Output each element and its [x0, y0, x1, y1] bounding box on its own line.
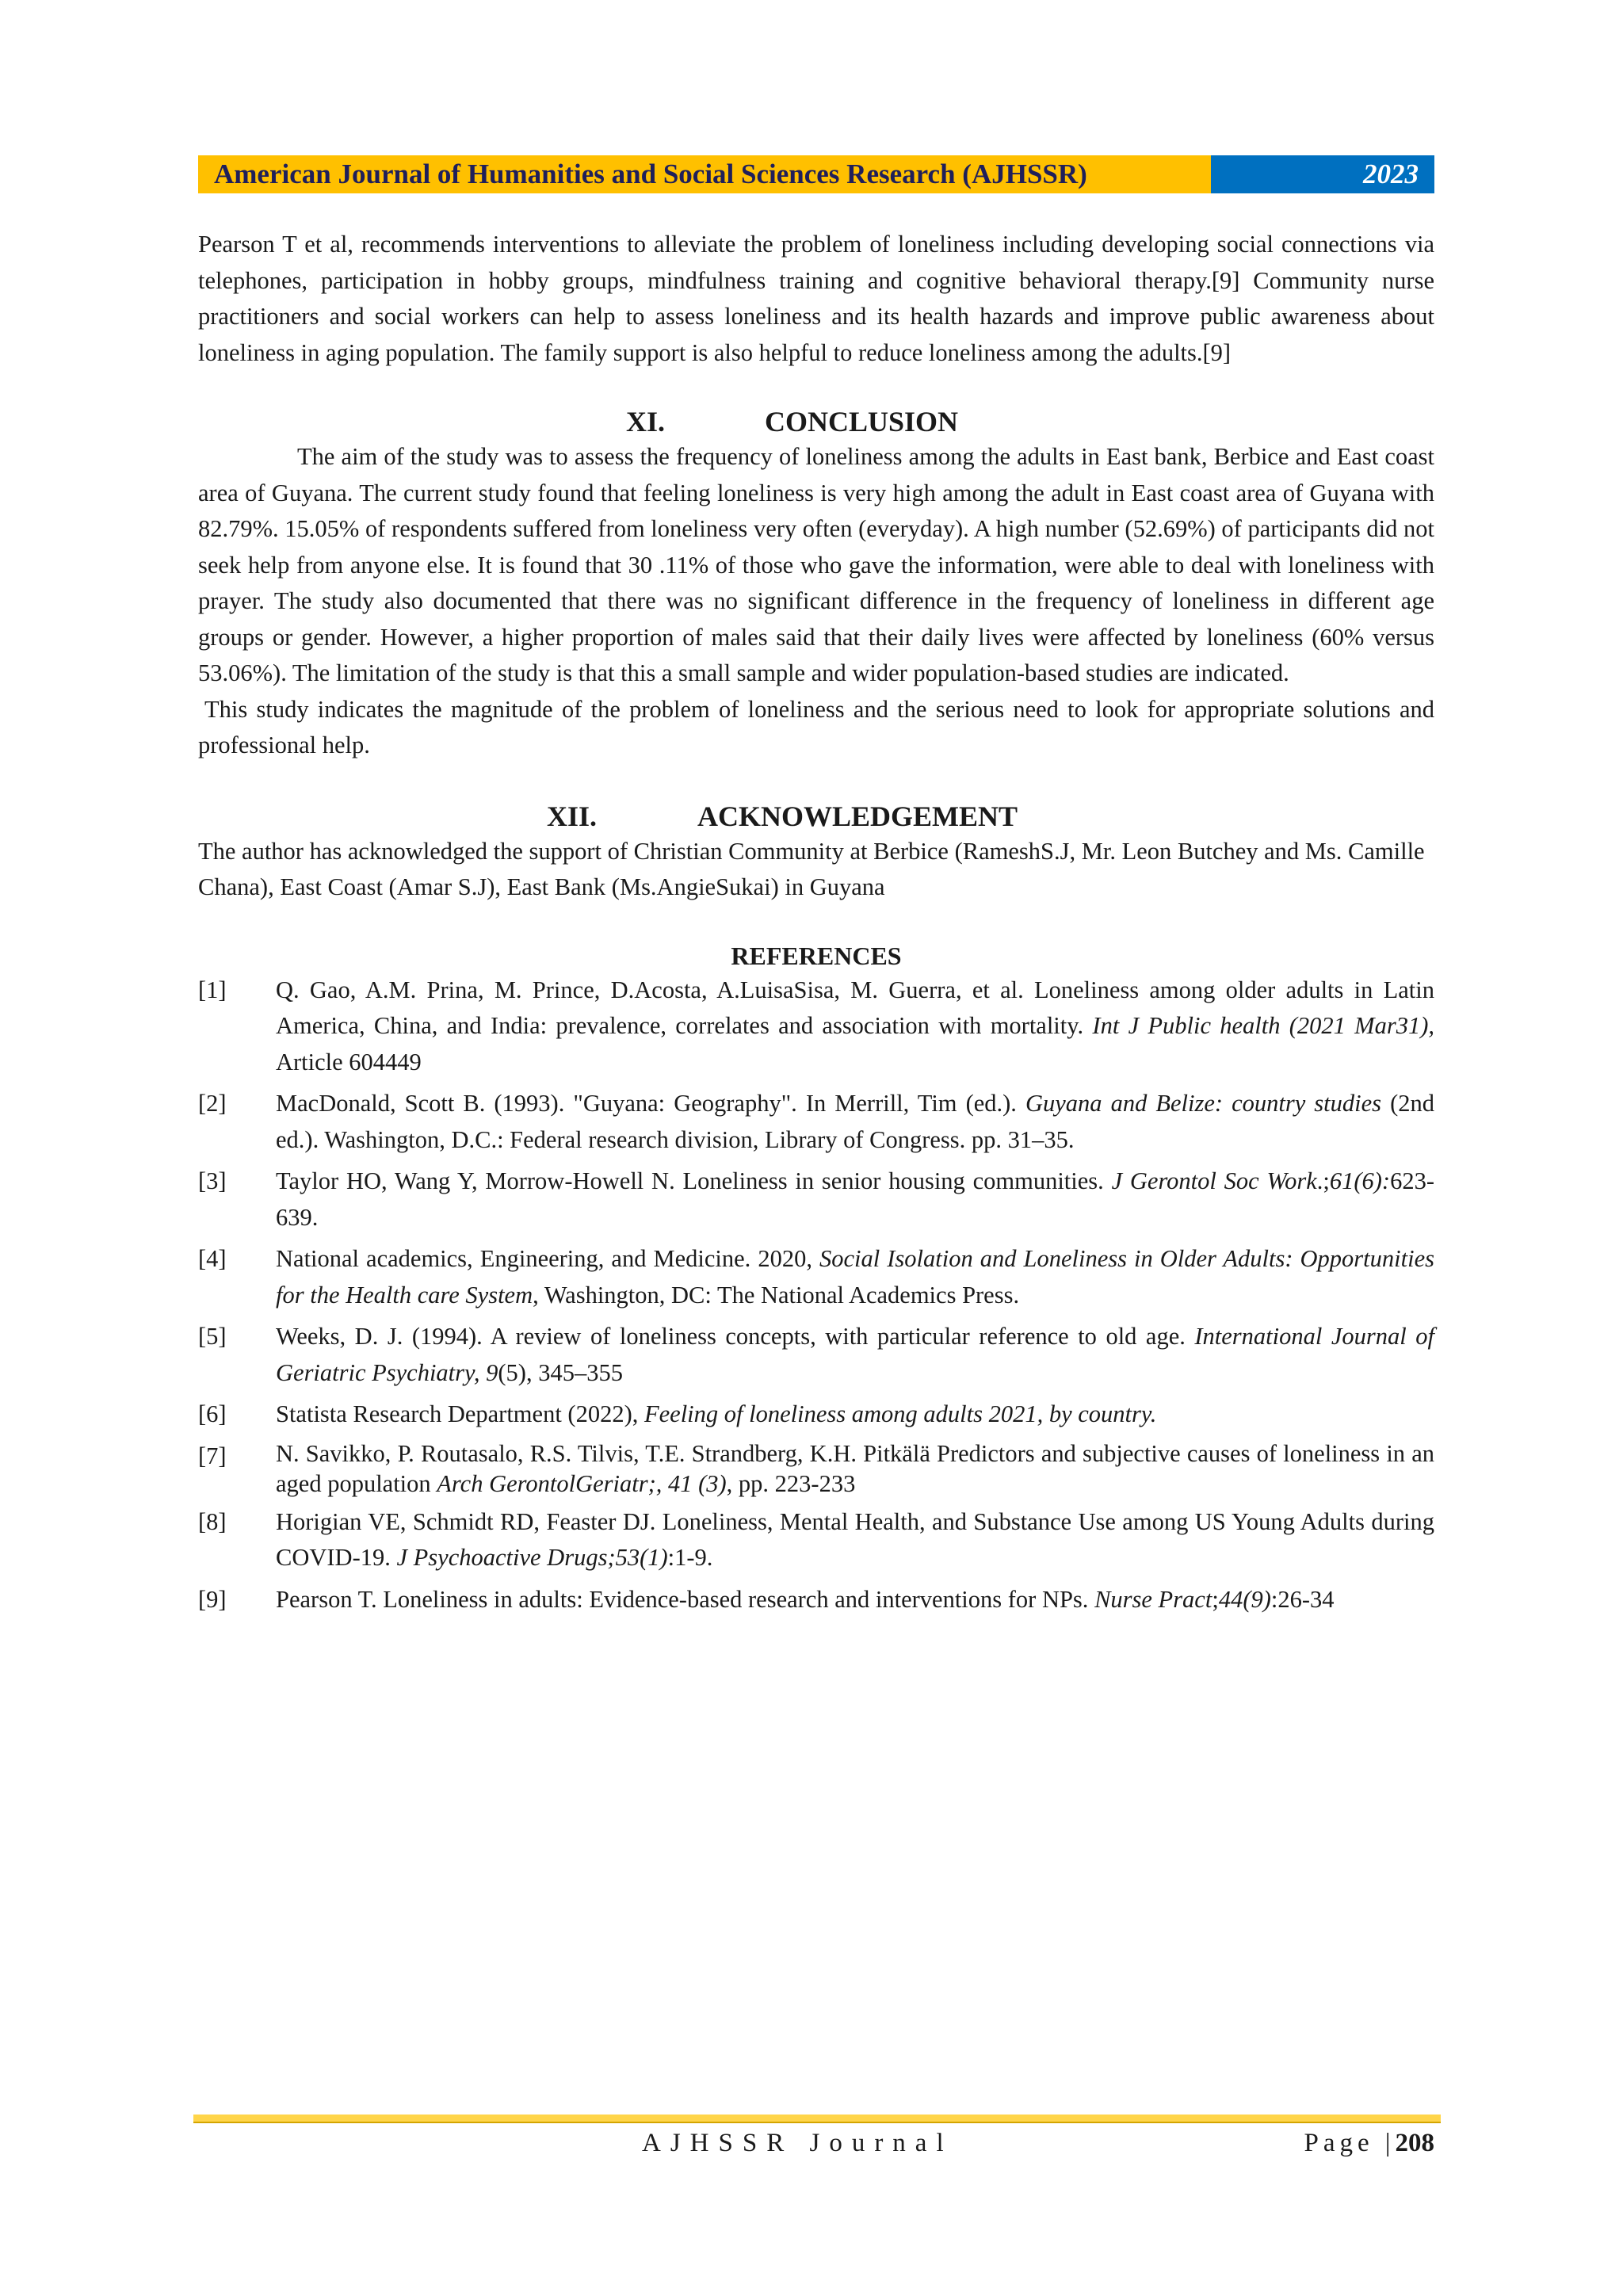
reference-item: [198, 1319, 1434, 1391]
page-content: [198, 155, 1434, 1618]
reference-text: Statista Research Department (2022), Feeling of loneliness among adults 2021, by country.: [276, 1400, 1157, 1427]
reference-number: [5]: [198, 1323, 227, 1350]
reference-number: [7]: [198, 1442, 227, 1469]
acknowledgement-paragraph: The author has acknowledged the support of Christian Community at Berbice (RameshS.J, Mr. Leon Butchey and Ms. Camille Chana), East Coast (Amar S.J), East Bank (Ms.AngieSukai) in Guyana: [198, 837, 1425, 900]
page-label: Page |: [1304, 2129, 1396, 2157]
intro-paragraph: Pearson T et al, recommends interventions to alleviate the problem of loneliness including developing social connections via telephones, participation in hobby groups, mindfulness training and cognitive behavioral therapy.[9] Community nurse practitioners and social workers can help to assess loneliness and its health hazards and improve public awareness about loneliness in aging population. The family support is also helpful to reduce loneliness among the adults.[9]: [198, 231, 1434, 366]
footer-page: [1304, 2129, 1434, 2158]
reference-item: [198, 1086, 1434, 1158]
reference-number: [3]: [198, 1167, 227, 1194]
reference-number: [4]: [198, 1245, 227, 1272]
reference-item: [198, 1438, 1434, 1499]
page-number: 208: [1395, 2129, 1434, 2157]
reference-text: N. Savikko, P. Routasalo, R.S. Tilvis, T.E. Strandberg, K.H. Pitkälä Predictors and subjective causes of loneliness in an aged population Arch GerontolGeriatr;, 41 (3), pp. 223-233: [276, 1439, 1434, 1497]
reference-text: Q. Gao, A.M. Prina, M. Prince, D.Acosta, A.LuisaSisa, M. Guerra, et al. Loneliness among older adults in Latin America, China, and India: prevalence, correlates and association with mortality. Int J Public health (2021 Mar31), Article 604449: [276, 976, 1434, 1075]
journal-year: 2023: [1211, 155, 1434, 193]
reference-item: [198, 1504, 1434, 1576]
references-heading: REFERENCES: [731, 941, 902, 970]
reference-number: [9]: [198, 1585, 227, 1613]
reference-text: Weeks, D. J. (1994). A review of loneliness concepts, with particular reference to old age. International Journal of Geriatric Psychiatry, 9(5), 345–355: [276, 1323, 1434, 1386]
section-title: CONCLUSION: [765, 406, 959, 437]
conclusion-paragraph-1: The aim of the study was to assess the frequency of loneliness among the adults in East bank, Berbice and East coast area of Guyana. The current study found that feeling loneliness is very high among the adult in East coast area of Guyana with 82.79%. 15.05% of respondents suffered from loneliness very often (everyday). A high number (52.69%) of participants did not seek help from anyone else. It is found that 30 .11% of those who gave the information, were able to deal with loneliness with prayer. The study also documented that there was no significant difference in the frequency of loneliness in different age groups or gender. However, a higher proportion of males said that their daily lives were affected by loneliness (60% versus 53.06%). The limitation of the study is that this a small sample and wider population-based studies are indicated.: [198, 443, 1434, 686]
conclusion-paragraph-2: This study indicates the magnitude of the problem of loneliness and the serious need to look for appropriate solutions and professional help.: [198, 695, 1434, 758]
journal-title: American Journal of Humanities and Social Sciences Research (AJHSSR): [198, 155, 1211, 193]
reference-number: [2]: [198, 1090, 227, 1117]
acknowledgement-heading: XII. ACKNOWLEDGEMENT: [547, 800, 1018, 832]
reference-text: Horigian VE, Schmidt RD, Feaster DJ. Loneliness, Mental Health, and Substance Use among US Young Adults during COVID-19. J Psychoactive Drugs;53(1):1-9.: [276, 1507, 1434, 1571]
reference-text: MacDonald, Scott B. (1993). "Guyana: Geography". In Merrill, Tim (ed.). Guyana and Belize: country studies (2nd ed.). Washington, D.C.: Federal research division, Library of Congress. pp. 31–35.: [276, 1090, 1434, 1153]
reference-item: [198, 1396, 1434, 1433]
section-title: ACKNOWLEDGEMENT: [697, 800, 1018, 832]
footer-journal: AJHSSR Journal: [642, 2129, 953, 2157]
reference-item: [198, 1163, 1434, 1236]
footer-divider: [193, 2115, 1441, 2123]
reference-item: [198, 1582, 1434, 1618]
reference-number: [6]: [198, 1400, 227, 1427]
reference-text: Taylor HO, Wang Y, Morrow-Howell N. Loneliness in senior housing communities. J Gerontol Soc Work.;61(6):623-639.: [276, 1167, 1434, 1231]
journal-header: [198, 155, 1434, 193]
reference-text: National academics, Engineering, and Medicine. 2020, Social Isolation and Loneliness in Older Adults: Opportunities for the Health care System, Washington, DC: The National Academics Press.: [276, 1245, 1434, 1308]
reference-number: [1]: [198, 976, 227, 1003]
reference-text: Pearson T. Loneliness in adults: Evidence-based research and interventions for NPs. Nurse Pract;44(9):26-34: [276, 1585, 1335, 1613]
reference-number: [8]: [198, 1507, 227, 1535]
conclusion-heading: XI. CONCLUSION: [626, 406, 959, 437]
reference-item: [198, 1241, 1434, 1313]
reference-item: [198, 972, 1434, 1081]
reference-list: [198, 972, 1434, 1618]
